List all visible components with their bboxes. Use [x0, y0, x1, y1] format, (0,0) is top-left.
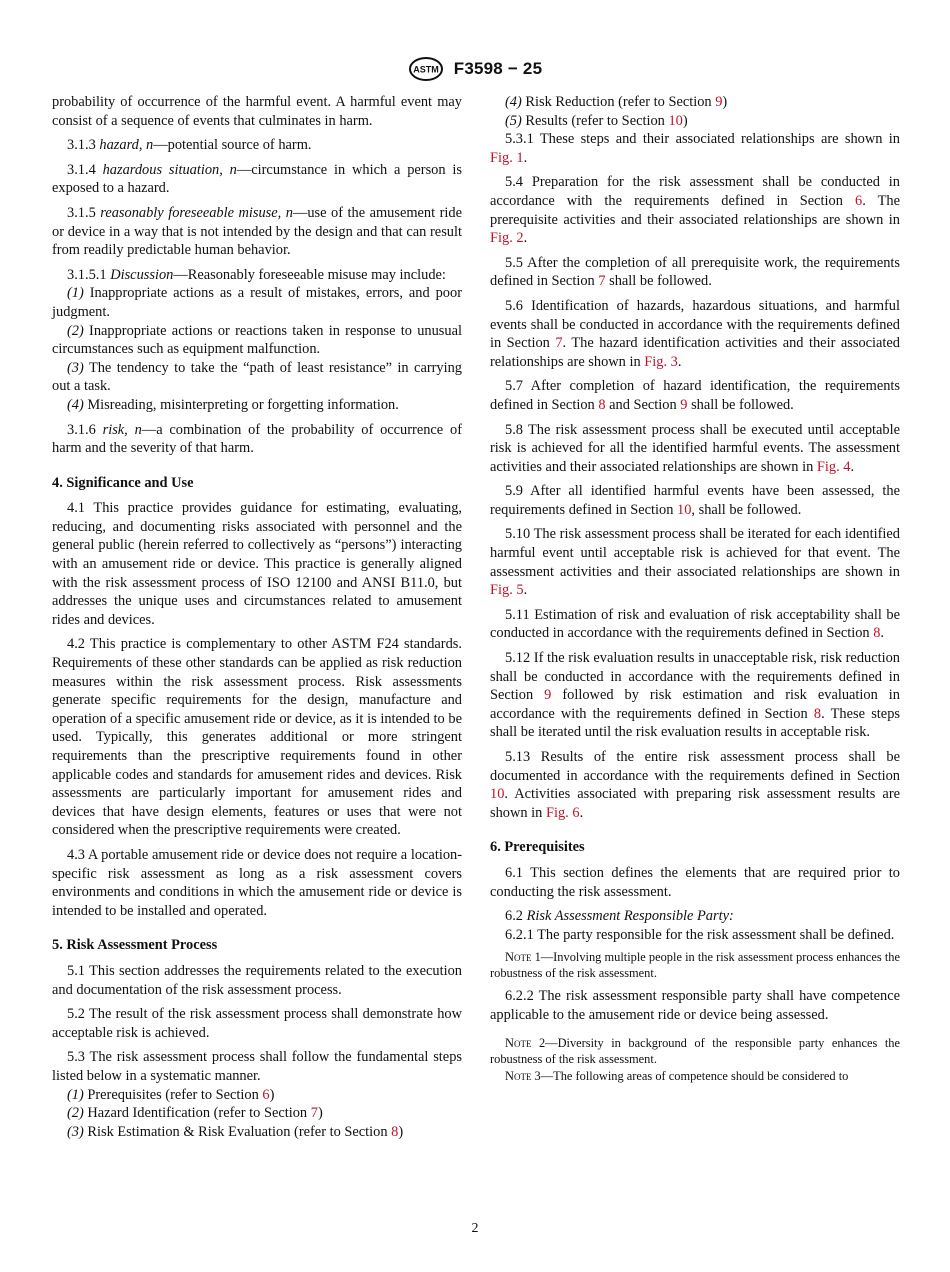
paragraph-5-3-1: 5.3.1 These steps and their associated relationships are shown in Fig. 1.	[490, 131, 900, 166]
paragraph-5-11: 5.11 Estimation of risk and evaluation of risk acceptability shall be conducted in accordance with the requirements defined in Section 8.	[490, 606, 900, 642]
section-link[interactable]: 10	[677, 501, 692, 518]
section-link[interactable]: 8	[391, 1123, 399, 1140]
definition-3-1-3: 3.1.3 hazard, n—potential source of harm.	[67, 137, 312, 154]
figure-link[interactable]: Fig. 4	[816, 458, 851, 475]
figure-link[interactable]: Fig. 3	[644, 353, 678, 370]
section-link[interactable]: 9	[544, 687, 552, 704]
definition-3-1-5: 3.1.5 reasonably foreseeable misuse, n—use of the amusement ride or device in a way that is not intended by the design and that can result from readily predictable human behavior.	[52, 204, 462, 259]
paragraph-5-2: 5.2 The result of the risk assessment process shall demonstrate how acceptable risk is achieved.	[52, 1006, 462, 1041]
section-link[interactable]: 8	[873, 625, 881, 642]
section-link[interactable]: 10	[668, 112, 683, 129]
paragraph-4-2: 4.2 This practice is complementary to other ASTM F24 standards. Requirements of these other standards can be applied as risk reduction measures within the risk assessment process. Risk assessments generate specific requirements for the design, manufacture and operation of a specific amusement ride or device, as it is intended to be used. Typically, this generates additional or more stringent requirements than the prescriptive requirements found in other applicable codes and standards for amusement rides and devices. Risk assessments are particularly important for amusement rides and devices that have design elements, features or uses that were not considered when the prescriptive requirements were created.	[52, 636, 462, 839]
paragraph-6-2-2: 6.2.2 The risk assessment responsible party shall have competence applicable to the amusement ride or device being assessed.	[490, 988, 900, 1023]
paragraph-5-3: 5.3 The risk assessment process shall follow the fundamental steps listed below in a systematic manner.	[52, 1049, 462, 1084]
section-link[interactable]: 7	[310, 1105, 318, 1122]
paragraph-5-5: 5.5 After the completion of all prerequisite work, the requirements defined in Section 7 shall be followed.	[490, 254, 900, 290]
paragraph-6-2-1: 6.2.1 The party responsible for the risk assessment shall be defined.	[505, 926, 895, 943]
step-item: (4) Risk Reduction (refer to Section 9)	[505, 94, 728, 110]
section-link[interactable]: 6	[855, 192, 863, 209]
definition-3-1-6: 3.1.6 risk, n—a combination of the probability of occurrence of harm and the severity of that harm.	[52, 421, 462, 457]
section-link[interactable]: 9	[715, 94, 723, 110]
step-item: (2) Hazard Identification (refer to Section 7)	[67, 1105, 323, 1122]
paragraph-5-9: 5.9 After all identified harmful events have been assessed, the requirements defined in Section 10, shall be followed.	[490, 483, 900, 518]
figure-link[interactable]: Fig. 5	[490, 582, 524, 599]
paragraph-5-7: 5.7 After completion of hazard identification, the requirements defined in Section 8 and Section 9 shall be followed.	[490, 378, 900, 413]
paragraph-5-4: 5.4 Preparation for the risk assessment shall be conducted in accordance with the requirements defined in Section 6. The prerequisite activities and their associated relationships are shown in Fig. 2.	[490, 174, 901, 247]
list-item: (3) The tendency to take the “path of least resistance” in carrying out a task.	[52, 359, 462, 395]
section-link[interactable]: 8	[813, 705, 822, 722]
discussion-3-1-5-1: 3.1.5.1 Discussion—Reasonably foreseeable misuse may include:	[67, 266, 446, 283]
section-heading-6: 6. Prerequisites	[490, 839, 585, 856]
section-link[interactable]: 9	[680, 396, 688, 413]
paragraph-6-1: 6.1 This section defines the elements that are required prior to conducting the risk assessment.	[490, 864, 900, 900]
note-1: Note 1—Involving multiple people in the risk assessment process enhances the robustness of the risk assessment.	[490, 950, 900, 980]
figure-link[interactable]: Fig. 1	[490, 149, 524, 166]
svg-text:ASTM: ASTM	[413, 64, 439, 75]
paragraph-5-1: 5.1 This section addresses the requirements related to the execution and documentation of the risk assessment process.	[52, 962, 462, 998]
paragraph-5-13: 5.13 Results of the entire risk assessment process shall be documented in accordance with the requirements defined in Section 10. Activities associated with preparing risk assessment results are shown in Fig. 6.	[490, 749, 900, 821]
section-heading-4: 4. Significance and Use	[52, 474, 194, 491]
list-item: (1) Inappropriate actions as a result of mistakes, errors, and poor judgment.	[52, 285, 462, 320]
step-item: (3) Risk Estimation & Risk Evaluation (refer to Section 8)	[67, 1123, 404, 1140]
right-column	[490, 93, 900, 1091]
step-item: (1) Prerequisites (refer to Section 6)	[67, 1086, 275, 1103]
definition-3-1-4: 3.1.4 hazardous situation, n—circumstance in which a person is exposed to a hazard.	[52, 161, 462, 197]
section-heading-5: 5. Risk Assessment Process	[52, 937, 218, 954]
section-link[interactable]: 7	[555, 335, 563, 352]
paragraph-5-6: 5.6 Identification of hazards, hazardous situations, and harmful events shall be conducted in accordance with the requirements defined in Section 7. The hazard identification activities and their associated relationships are shown in Fig. 3.	[490, 297, 900, 370]
figure-link[interactable]: Fig. 2	[490, 230, 524, 247]
left-column	[52, 93, 462, 1141]
paragraph-5-10: 5.10 The risk assessment process shall be iterated for each identified harmful event until acceptable risk is achieved for that event. The assessment activities and their associated relationships are shown in Fig. 5.	[490, 526, 900, 599]
paragraph-5-8: 5.8 The risk assessment process shall be executed until acceptable risk is achieved for all the identified harmful events. The assessment activities and their associated relationships are shown in Fig. 4.	[490, 421, 900, 475]
paragraph-5-12: 5.12 If the risk evaluation results in unacceptable risk, risk reduction shall be conducted in accordance with the requirements defined in Section 9 followed by risk estimation and risk evaluation in accordance with the requirements defined in Section 8. These steps shall be iterated until the risk evaluation results in acceptable risk.	[490, 650, 900, 741]
section-link[interactable]: 10	[490, 786, 505, 803]
figure-link[interactable]: Fig. 6	[545, 804, 580, 821]
section-link[interactable]: 7	[598, 273, 606, 290]
paragraph-4-3: 4.3 A portable amusement ride or device does not require a location-specific risk assessment as long as a risk assessment covers environments and conditions in which the amusement ride or device is intended to be installed and operated.	[52, 846, 462, 919]
page-header	[0, 56, 950, 82]
list-item: (4) Misreading, misinterpreting or forgetting information.	[67, 396, 399, 413]
note-2: Note 2—Diversity in background of the responsible party enhances the robustness of the risk assessment.	[490, 1036, 900, 1066]
paragraph-continuation: probability of occurrence of the harmful event. A harmful event may consist of a sequence of events that culminates in harm.	[52, 94, 462, 129]
section-link[interactable]: 6	[262, 1086, 270, 1103]
list-item: (2) Inappropriate actions or reactions taken in response to unusual circumstances such as equipment malfunction.	[52, 322, 462, 358]
astm-logo-icon	[408, 56, 444, 82]
note-3: Note 3—The following areas of competence should be considered to	[505, 1069, 849, 1084]
page-number: 2	[471, 1221, 479, 1236]
step-item: (5) Results (refer to Section 10)	[505, 112, 688, 129]
paragraph-4-1: 4.1 This practice provides guidance for estimating, evaluating, reducing, and documenting risks associated with personnel and the general public (herein referred to collectively as “persons”) interacting with an amusement ride or device. This practice is generally aligned with the risk assessment process of ISO 12100 and ANSI B11.0, but addresses the unique uses and circumstances related to amusement rides and devices.	[52, 500, 462, 628]
paragraph-6-2: 6.2 Risk Assessment Responsible Party:	[505, 908, 734, 925]
standard-designation: F3598 − 25	[453, 59, 543, 78]
section-link[interactable]: 8	[598, 396, 606, 413]
